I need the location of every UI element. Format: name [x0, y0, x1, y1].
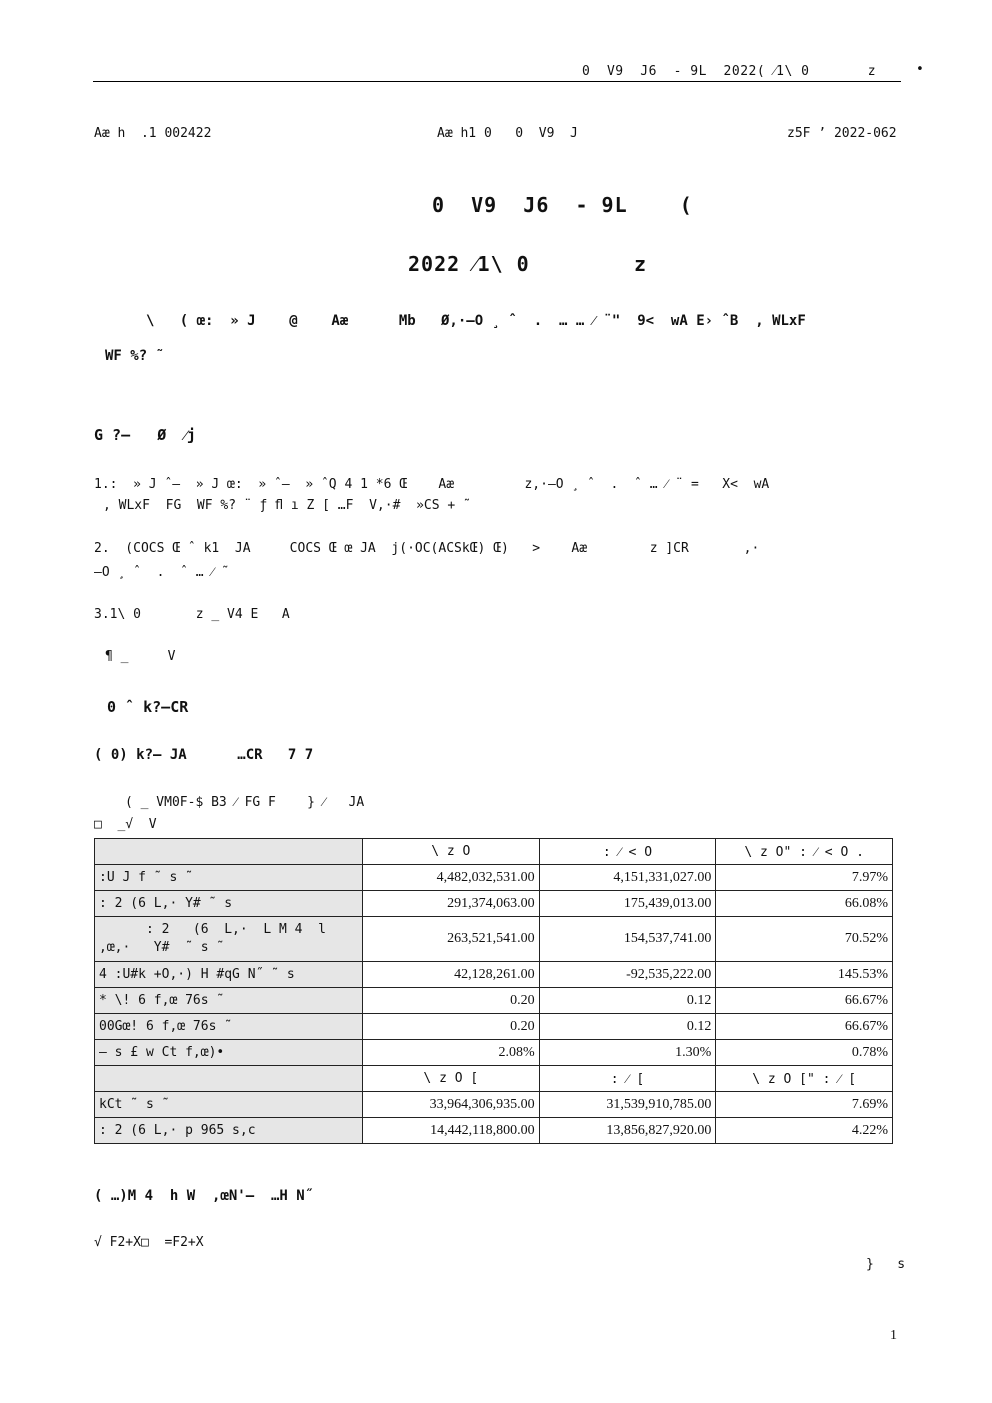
table-row [95, 891, 893, 917]
row-label: * \! 6 f,œ 76s ˜ [95, 988, 363, 1014]
previous-value: 0.12 [539, 1014, 716, 1040]
previous-value: 175,439,013.00 [539, 891, 716, 917]
table-row [95, 1040, 893, 1066]
row-label: 00Gœ! 6 f,œ 76s ˜ [95, 1014, 363, 1040]
stock-abbreviation: Aæ h1 0 0 V9 J [437, 126, 578, 141]
running-header-title: 0 V9 J6 - 9L 2022( ⁄1\ 0 z [582, 64, 877, 79]
intro-statement-line1: \ ( œ: » J @ Aæ Mb Ø,·–O ¸ ˆ . … … ⁄ ¨" 9< wA E› ˆB , WLxF [146, 313, 806, 329]
table-header-row [95, 1066, 893, 1092]
section2-heading: ( …)M 4 h W ,œN'– …H N˝ [94, 1188, 314, 1204]
notice-item-4: ¶ _ V [105, 649, 176, 664]
row-label: : 2 (6 L,· Y# ˜ s [95, 891, 363, 917]
row-label-continued: ,œ,· Y# ˜ s ˜ [99, 940, 225, 955]
table-caption: ( _ VM0F-$ B3 ⁄ FG F } ⁄ JA [125, 795, 365, 810]
change-value: 145.53% [716, 962, 893, 988]
current-value: 263,521,541.00 [363, 917, 540, 962]
section1-subheading: ( 0) k?– JA …CR 7 7 [94, 747, 314, 763]
notice-item-1-line1: 1.: » J ˆ– » J œ: » ˆ– » ˆQ 4 1 *6 Œ Aæ z,·–O ¸ ˆ . ˆ … ⁄ ¨ = X< wA [94, 477, 770, 492]
current-value: 42,128,261.00 [363, 962, 540, 988]
change-value: 66.67% [716, 988, 893, 1014]
table-header-cell: \ z O" : ⁄ < O . [716, 839, 893, 865]
table-row [95, 962, 893, 988]
notice-item-2-line1: 2. (COCS Œ ˆ k1 JA COCS Œ œ JA j(·OC(ACSkŒ) Œ) > Aæ z ]CR ,· [94, 541, 760, 556]
current-value: 0.20 [363, 1014, 540, 1040]
change-value: 7.97% [716, 865, 893, 891]
section2-right-note: } s [866, 1257, 906, 1272]
current-value: 4,482,032,531.00 [363, 865, 540, 891]
row-label: 4 :U#k +O,·) H #qG N˝ ˜ s [95, 962, 363, 988]
table-header-cell: \ z O [ [363, 1066, 540, 1092]
row-label: : 2 (6 L,· p 965 s,c [95, 1118, 363, 1144]
document-title-line1: 0 V9 J6 - 9L ( [432, 193, 693, 217]
row-label-multiline [95, 917, 363, 962]
table-header-cell: : ⁄ < O [539, 839, 716, 865]
change-value: 0.78% [716, 1040, 893, 1066]
current-value: 2.08% [363, 1040, 540, 1066]
notice-item-3: 3.1\ 0 z _ V4 E A [94, 607, 290, 622]
previous-value: 31,539,910,785.00 [539, 1092, 716, 1118]
row-label: : 2 (6 L,· L M 4 l [99, 922, 326, 937]
previous-value: 0.12 [539, 988, 716, 1014]
change-value: 66.08% [716, 891, 893, 917]
change-value: 66.67% [716, 1014, 893, 1040]
document-title-line2: 2022 ⁄1\ 0 z [408, 252, 648, 276]
table-row [95, 1014, 893, 1040]
table-header-cell [95, 1066, 363, 1092]
announcement-number: z5F ’ 2022-062 [787, 126, 897, 141]
row-label: – s £ w Ct f,œ)• [95, 1040, 363, 1066]
previous-value: 13,856,827,920.00 [539, 1118, 716, 1144]
notice-item-2-line2: –O ¸ ˆ . ˆ … ⁄ ˜ [94, 565, 230, 580]
previous-value: -92,535,222.00 [539, 962, 716, 988]
change-value: 70.52% [716, 917, 893, 962]
row-label: :U J f ˜ s ˜ [95, 865, 363, 891]
previous-value: 4,151,331,027.00 [539, 865, 716, 891]
notice-item-1-line2: , WLxF FG WF %? ¨ ƒ ﬂ ı Z [ …F V,·# »CS + ˜ [103, 498, 471, 513]
table-unit: □ _√ V [94, 817, 157, 832]
table-header-cell: \ z O [363, 839, 540, 865]
notice-heading: G ?– Ø ⁄j [94, 426, 196, 444]
previous-value: 154,537,741.00 [539, 917, 716, 962]
intro-statement-line2: WF %? ˜ [105, 348, 165, 364]
page-number: 1 [890, 1328, 897, 1343]
table-row [95, 865, 893, 891]
table-row [95, 917, 893, 962]
section2-line1: √ F2+X□ =F2+X [94, 1235, 204, 1250]
change-value: 7.69% [716, 1092, 893, 1118]
previous-value: 1.30% [539, 1040, 716, 1066]
change-value: 4.22% [716, 1118, 893, 1144]
table-header-row [95, 839, 893, 865]
stock-code: Aæ h .1 002422 [94, 126, 212, 141]
table-header-cell: : ⁄ [ [539, 1066, 716, 1092]
table-header-cell: \ z O [" : ⁄ [ [716, 1066, 893, 1092]
current-value: 14,442,118,800.00 [363, 1118, 540, 1144]
current-value: 33,964,306,935.00 [363, 1092, 540, 1118]
current-value: 291,374,063.00 [363, 891, 540, 917]
section1-heading: 0 ˆ k?–CR [107, 698, 189, 716]
current-value: 0.20 [363, 988, 540, 1014]
financial-data-table [94, 838, 893, 1144]
header-rule [93, 81, 901, 82]
table-header-cell [95, 839, 363, 865]
table-row [95, 1092, 893, 1118]
table-row [95, 988, 893, 1014]
row-label: kCt ˜ s ˜ [95, 1092, 363, 1118]
header-dot: • [916, 62, 925, 77]
table-row [95, 1118, 893, 1144]
